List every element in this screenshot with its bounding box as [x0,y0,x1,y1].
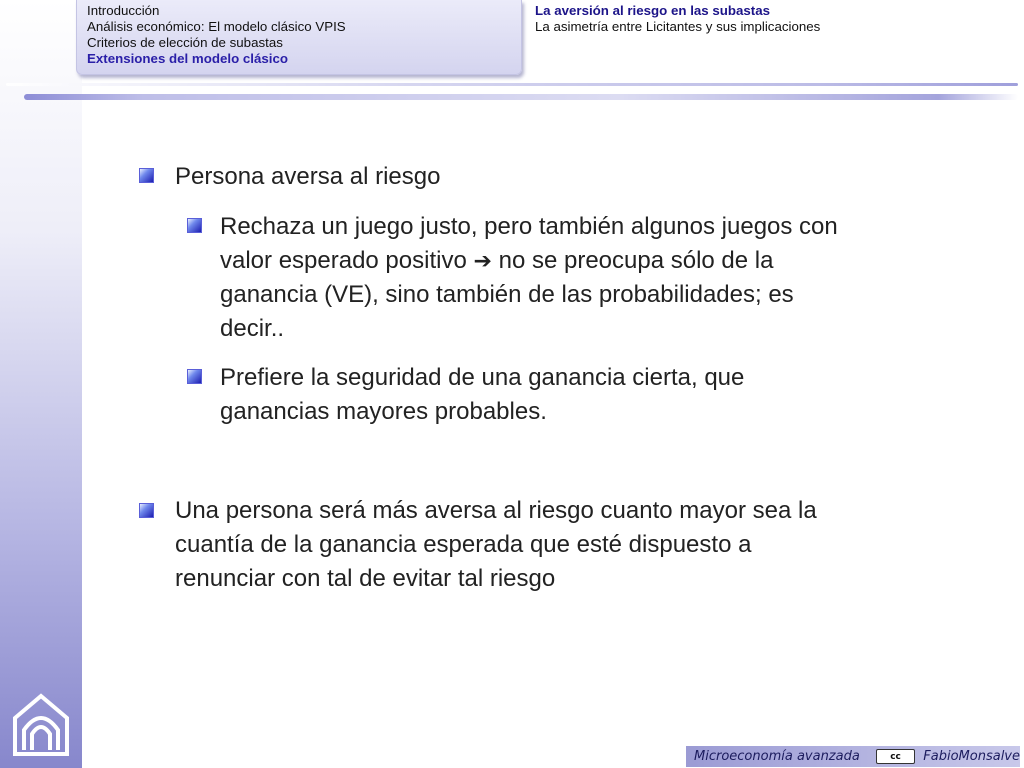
divider-thick [24,94,1018,100]
sub-bullet-text-segment: valor esperado positivo [220,247,467,274]
bullet-icon [139,503,154,518]
left-sidebar [0,0,82,768]
divider-thin [6,83,1018,86]
sub-bullet-text-line: Rechaza un juego justo, pero también algunos juegos con [220,213,838,240]
sub-bullet-text-line: ganancias mayores probables. [220,398,547,425]
creative-commons-icon [876,749,915,764]
nav-item-extensiones-active[interactable]: Extensiones del modelo clásico [87,51,288,66]
bullet-text-line: renunciar con tal de evitar tal riesgo [175,565,556,592]
bullet-text-line: cuantía de la ganancia esperada que esté dispuesto a [175,531,752,558]
sub-bullet-text-line [220,244,773,279]
section-navigation [76,0,522,75]
bullet-icon [139,168,154,183]
sub-bullet-text-line: ganancia (VE), sino también de las probabilidades; es [220,281,794,308]
footer-course: Microeconomía avanzada [694,749,860,764]
sub-bullet-icon [187,369,202,384]
university-logo [10,692,72,762]
license-badge-label: cc [890,751,901,762]
nav-item-analisis-economico[interactable]: Análisis económico: El modelo clásico VPIS [87,19,346,34]
right-arrow-icon: ➔ [473,249,492,274]
sub-bullet-text-line: Prefiere la seguridad de una ganancia cierta, que [220,364,745,391]
sub-bullet-text-line: decir.. [220,315,285,342]
bullet-text-line: Una persona será más aversa al riesgo cuanto mayor sea la [175,497,817,524]
nav-item-introduccion[interactable]: Introducción [87,3,160,18]
section-title: La aversión al riesgo en las subastas [535,3,771,18]
footer-author: FabioMonsalve [923,749,1020,764]
nav-item-criterios[interactable]: Criterios de elección de subastas [87,35,283,50]
footer-bar [686,746,1020,767]
sub-bullet-icon [187,218,202,233]
bullet-text: Persona aversa al riesgo [175,163,441,190]
sub-bullet-text-segment: no se preocupa sólo de la [498,247,774,274]
section-subtitle: La asimetría entre Licitantes y sus implicaciones [535,19,821,34]
